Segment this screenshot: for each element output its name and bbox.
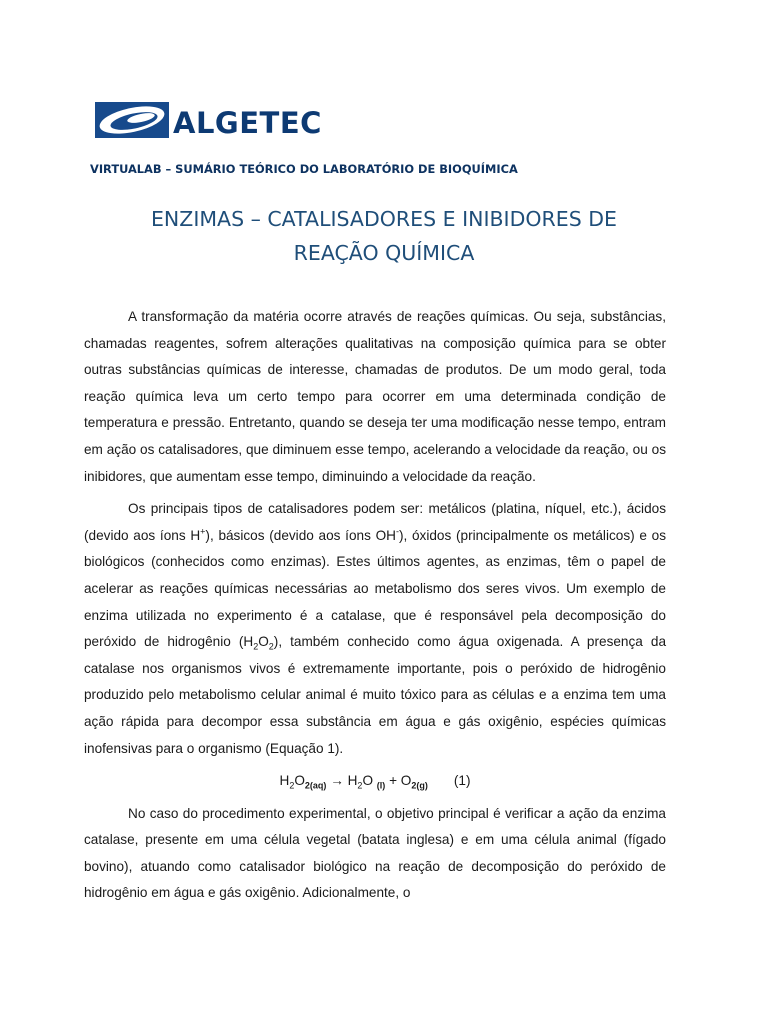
eq-sub-g: 2(g): [411, 780, 428, 791]
subscript-2: 2: [268, 641, 274, 652]
algetec-logo: [95, 100, 335, 140]
paragraph-3: No caso do procedimento experimental, o objetivo principal é verificar a ação da enzima catalase, presente em uma célula vegetal (batata inglesa) e em uma célula animal (fígado bovino), atuando como catalisador biológico na reação de decomposição do peróxido de hidrogênio em água e gás oxigênio. Adicionalmente, o: [84, 805, 666, 901]
title-line-1: ENZIMAS – CATALISADORES E INIBIDORES DE: [150, 207, 617, 231]
paragraph-2-part-e: ), também conhecido como água oxigenada. A presença da catalase nos organismos vivos é extremamente importante, pois o peróxido de hidrogênio produzido pelo metabolismo celular animal é muito tóxico para as células e a enzima tem uma ação rápida para decompor essa substância em água e gás oxigênio, espécies químicas inofensivas para o organismo (Equação 1).: [84, 634, 666, 756]
eq-h: H: [347, 773, 358, 789]
eq-sub: 2: [289, 780, 295, 791]
document-header: VIRTUALAB – SUMÁRIO TEÓRICO DO LABORATÓRIO DE BIOQUÍMICA: [90, 162, 518, 176]
body-text: [84, 304, 666, 913]
paragraph-2-part-c: ), óxidos (principalmente os metálicos) e os biológicos (conhecidos como enzimas). Estes últimos agentes, as enzimas, têm o papel de acelerar as reações químicas necessárias ao metabolismo dos seres vivos. Um exemplo de enzima utilizada no experimento é a catalase, que é responsável pela decomposição do peróxido de hidrogênio (H: [84, 527, 666, 650]
equation-1: [84, 768, 666, 795]
eq-arrow: →: [326, 773, 348, 789]
logo-brand-text: ALGETEC: [173, 106, 322, 140]
page-title: [84, 202, 684, 270]
eq-sub-aq: 2(aq): [304, 780, 327, 791]
eq-o: O: [362, 773, 377, 789]
superscript-plus: +: [200, 526, 206, 537]
equation-number: (1): [453, 773, 471, 789]
algetec-logo-icon: [95, 100, 335, 140]
eq-o: O: [294, 773, 305, 789]
paragraph-1: A transformação da matéria ocorre através de reações químicas. Ou seja, substâncias, chamadas reagentes, sofrem alterações qualitativas na composição química para se obter outras substâncias químicas de interesse, chamadas de produtos. De um modo geral, toda reação química leva um certo tempo para ocorrer em uma determinada condição de temperatura e pressão. Entretanto, quando se deseja ter uma modificação nesse tempo, entram em ação os catalisadores, que diminuem esse tempo, acelerando a velocidade da reação, ou os inibidores, que aumentam esse tempo, diminuindo a velocidade da reação.: [84, 309, 666, 484]
paragraph-2: [84, 496, 666, 762]
subscript-2: 2: [253, 641, 259, 652]
paragraph-2-part-d: O: [258, 634, 269, 650]
title-line-2: REAÇÃO QUÍMICA: [293, 241, 475, 265]
eq-sub: 2: [357, 780, 363, 791]
eq-plus: + O: [385, 773, 412, 789]
paragraph-2-part-b: ), básicos (devido aos íons OH: [205, 527, 396, 543]
eq-h: H: [279, 773, 290, 789]
superscript-minus: -: [395, 526, 399, 537]
paragraph-2-part-a: Os principais tipos de catalisadores podem ser: metálicos (platina, níquel, etc.), ácidos (devido aos íons H: [84, 501, 666, 543]
eq-sub-l: (l): [376, 780, 386, 791]
